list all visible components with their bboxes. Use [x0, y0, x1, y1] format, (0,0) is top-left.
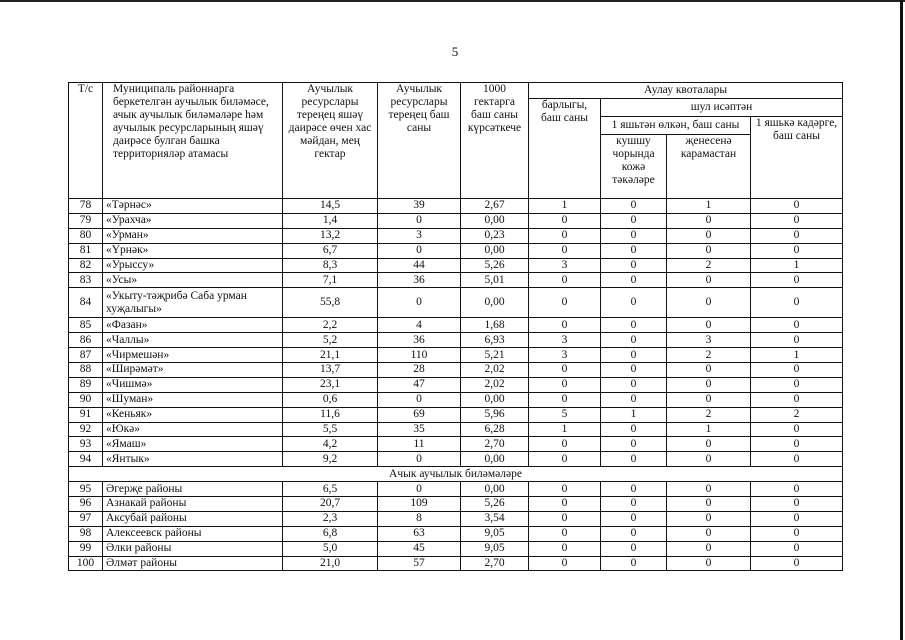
row-number: 100 — [69, 556, 103, 571]
table-row — [69, 541, 843, 556]
row-regardless-sex: 0 — [667, 273, 751, 288]
row-name: Әлмәт районы — [103, 556, 283, 571]
row-under-one: 2 — [751, 407, 843, 422]
header-num: Т/с — [69, 83, 103, 199]
table-row — [69, 422, 843, 437]
row-density: 1,68 — [461, 318, 529, 333]
header-without-horns: кушшу чорында кожә тәкәләре — [601, 135, 667, 199]
row-without-horns: 0 — [601, 541, 667, 556]
row-under-one: 0 — [751, 199, 843, 214]
table-row — [69, 333, 843, 348]
row-under-one: 0 — [751, 511, 843, 526]
table-row — [69, 511, 843, 526]
row-number: 89 — [69, 377, 103, 392]
row-without-horns: 0 — [601, 511, 667, 526]
row-without-horns: 0 — [601, 422, 667, 437]
row-density: 5,01 — [461, 273, 529, 288]
row-density: 2,02 — [461, 377, 529, 392]
row-without-horns: 0 — [601, 452, 667, 467]
row-name: «Ямаш» — [103, 437, 283, 452]
row-total: 0 — [529, 437, 601, 452]
row-count: 39 — [378, 199, 461, 214]
row-total: 5 — [529, 407, 601, 422]
row-total: 0 — [529, 511, 601, 526]
row-number: 79 — [69, 213, 103, 228]
row-number: 97 — [69, 511, 103, 526]
row-regardless-sex: 0 — [667, 213, 751, 228]
header-under-one: 1 яшькә кадәрге, баш саны — [751, 117, 843, 199]
row-density: 0,00 — [461, 452, 529, 467]
row-regardless-sex: 3 — [667, 333, 751, 348]
row-total: 0 — [529, 318, 601, 333]
row-density: 0,00 — [461, 482, 529, 497]
row-density: 0,00 — [461, 213, 529, 228]
row-regardless-sex: 0 — [667, 288, 751, 318]
row-regardless-sex: 2 — [667, 407, 751, 422]
row-name: Алексеевск районы — [103, 526, 283, 541]
row-count: 0 — [378, 243, 461, 258]
row-under-one: 0 — [751, 377, 843, 392]
row-count: 3 — [378, 228, 461, 243]
row-under-one: 0 — [751, 422, 843, 437]
row-total: 0 — [529, 541, 601, 556]
table-row — [69, 482, 843, 497]
header-name: Муниципаль районнарга беркетелгән аучылык биләмәсе, ачык аучылык биләмәләре һәм аучылык ресурсларының яшәү даирәсе булган башка территорияләр атамасы — [103, 83, 283, 199]
row-name: «Чишмә» — [103, 377, 283, 392]
row-number: 91 — [69, 407, 103, 422]
row-number: 78 — [69, 199, 103, 214]
row-area: 20,7 — [283, 497, 378, 512]
header-regardless-sex: җенесенә карамастан — [667, 135, 751, 199]
row-area: 1,4 — [283, 213, 378, 228]
row-without-horns: 0 — [601, 333, 667, 348]
page-number: 5 — [451, 44, 459, 59]
row-without-horns: 0 — [601, 497, 667, 512]
row-count: 36 — [378, 333, 461, 348]
row-count: 69 — [378, 407, 461, 422]
row-under-one: 0 — [751, 497, 843, 512]
row-number: 83 — [69, 273, 103, 288]
row-total: 0 — [529, 213, 601, 228]
row-area: 6,7 — [283, 243, 378, 258]
row-density: 9,05 — [461, 526, 529, 541]
row-under-one: 0 — [751, 273, 843, 288]
row-total: 0 — [529, 363, 601, 378]
table-row — [69, 452, 843, 467]
row-regardless-sex: 2 — [667, 258, 751, 273]
row-area: 5,5 — [283, 422, 378, 437]
row-area: 13,2 — [283, 228, 378, 243]
row-regardless-sex: 0 — [667, 228, 751, 243]
row-name: «Шуман» — [103, 392, 283, 407]
row-area: 13,7 — [283, 363, 378, 378]
row-under-one: 0 — [751, 228, 843, 243]
row-name: «Фазан» — [103, 318, 283, 333]
row-total: 3 — [529, 333, 601, 348]
row-density: 5,26 — [461, 497, 529, 512]
row-total: 0 — [529, 526, 601, 541]
row-area: 23,1 — [283, 377, 378, 392]
header-density: 1000 гектарга баш саны күрсәткече — [461, 83, 529, 199]
row-area: 5,2 — [283, 333, 378, 348]
row-total: 0 — [529, 556, 601, 571]
row-name: «Янтык» — [103, 452, 283, 467]
row-regardless-sex: 0 — [667, 363, 751, 378]
row-number: 86 — [69, 333, 103, 348]
row-density: 5,26 — [461, 258, 529, 273]
page-top-edge — [0, 0, 905, 2]
table-row — [69, 377, 843, 392]
row-regardless-sex: 0 — [667, 377, 751, 392]
row-name: «Урыссу» — [103, 258, 283, 273]
row-density: 3,54 — [461, 511, 529, 526]
row-regardless-sex: 0 — [667, 541, 751, 556]
row-density: 0,23 — [461, 228, 529, 243]
section-title: Ачык аучылык биләмәләре — [69, 467, 843, 482]
row-name: «Юкә» — [103, 422, 283, 437]
row-without-horns: 0 — [601, 318, 667, 333]
row-number: 82 — [69, 258, 103, 273]
section-row — [69, 467, 843, 482]
row-without-horns: 0 — [601, 243, 667, 258]
row-count: 0 — [378, 392, 461, 407]
row-regardless-sex: 0 — [667, 452, 751, 467]
row-name: Әлки районы — [103, 541, 283, 556]
table-row — [69, 318, 843, 333]
row-total: 0 — [529, 377, 601, 392]
row-area: 7,1 — [283, 273, 378, 288]
row-count: 4 — [378, 318, 461, 333]
row-regardless-sex: 0 — [667, 318, 751, 333]
row-area: 21,1 — [283, 348, 378, 363]
row-number: 88 — [69, 363, 103, 378]
row-total: 0 — [529, 497, 601, 512]
row-under-one: 0 — [751, 556, 843, 571]
row-name: «Укыту-тәҗрибә Саба урман хуҗалыгы» — [103, 288, 283, 318]
row-name: «Урман» — [103, 228, 283, 243]
row-density: 2,02 — [461, 363, 529, 378]
row-without-horns: 0 — [601, 437, 667, 452]
row-number: 90 — [69, 392, 103, 407]
row-regardless-sex: 1 — [667, 199, 751, 214]
row-area: 2,2 — [283, 318, 378, 333]
row-without-horns: 0 — [601, 392, 667, 407]
row-number: 94 — [69, 452, 103, 467]
row-without-horns: 0 — [601, 288, 667, 318]
row-under-one: 1 — [751, 258, 843, 273]
row-count: 0 — [378, 213, 461, 228]
table-row — [69, 213, 843, 228]
row-regardless-sex: 0 — [667, 511, 751, 526]
row-count: 44 — [378, 258, 461, 273]
row-area: 11,6 — [283, 407, 378, 422]
row-count: 0 — [378, 482, 461, 497]
row-total: 1 — [529, 422, 601, 437]
row-name: «Урахча» — [103, 213, 283, 228]
row-name: «Тәрнәс» — [103, 199, 283, 214]
row-without-horns: 0 — [601, 482, 667, 497]
row-count: 45 — [378, 541, 461, 556]
row-under-one: 0 — [751, 482, 843, 497]
table-row — [69, 258, 843, 273]
row-count: 8 — [378, 511, 461, 526]
row-number: 84 — [69, 288, 103, 318]
page-right-edge — [900, 0, 903, 640]
row-count: 11 — [378, 437, 461, 452]
row-regardless-sex: 0 — [667, 392, 751, 407]
row-density: 6,28 — [461, 422, 529, 437]
row-area: 2,3 — [283, 511, 378, 526]
row-regardless-sex: 0 — [667, 497, 751, 512]
row-count: 63 — [378, 526, 461, 541]
row-count: 35 — [378, 422, 461, 437]
table-row — [69, 526, 843, 541]
row-area: 9,2 — [283, 452, 378, 467]
table-row — [69, 243, 843, 258]
table-row — [69, 497, 843, 512]
row-area: 6,5 — [283, 482, 378, 497]
row-number: 81 — [69, 243, 103, 258]
table-row — [69, 363, 843, 378]
header-count: Аучылык ресурслары тереңец баш саны — [378, 83, 461, 199]
row-without-horns: 0 — [601, 348, 667, 363]
row-density: 2,70 — [461, 437, 529, 452]
row-name: «Кеньяк» — [103, 407, 283, 422]
row-name: «Чирмешән» — [103, 348, 283, 363]
row-number: 80 — [69, 228, 103, 243]
row-total: 0 — [529, 243, 601, 258]
row-under-one: 0 — [751, 541, 843, 556]
row-without-horns: 0 — [601, 213, 667, 228]
row-name: «Ширәмәт» — [103, 363, 283, 378]
row-regardless-sex: 0 — [667, 556, 751, 571]
row-under-one: 0 — [751, 526, 843, 541]
row-number: 87 — [69, 348, 103, 363]
row-count: 47 — [378, 377, 461, 392]
row-count: 28 — [378, 363, 461, 378]
row-under-one: 0 — [751, 318, 843, 333]
row-regardless-sex: 0 — [667, 482, 751, 497]
row-name: «Усы» — [103, 273, 283, 288]
row-count: 109 — [378, 497, 461, 512]
table-row — [69, 273, 843, 288]
row-area: 0,6 — [283, 392, 378, 407]
row-total: 1 — [529, 199, 601, 214]
row-total: 0 — [529, 482, 601, 497]
row-name: Аксубай районы — [103, 511, 283, 526]
row-name: «Үрнәк» — [103, 243, 283, 258]
row-density: 0,00 — [461, 243, 529, 258]
row-count: 0 — [378, 288, 461, 318]
row-without-horns: 0 — [601, 556, 667, 571]
row-under-one: 0 — [751, 363, 843, 378]
row-under-one: 0 — [751, 243, 843, 258]
row-area: 55,8 — [283, 288, 378, 318]
row-total: 0 — [529, 273, 601, 288]
row-without-horns: 0 — [601, 526, 667, 541]
row-total: 0 — [529, 288, 601, 318]
row-number: 96 — [69, 497, 103, 512]
row-without-horns: 1 — [601, 407, 667, 422]
header-quota: Аулау квоталары — [529, 83, 843, 99]
table-row — [69, 288, 843, 318]
row-number: 99 — [69, 541, 103, 556]
header-area: Аучылык ресурслары тереңец яшәү даирәсе өчен хас мәйдан, мең гектар — [283, 83, 378, 199]
row-under-one: 0 — [751, 213, 843, 228]
header-over-one: 1 яшьтән өлкән, баш саны — [601, 117, 751, 135]
table-row — [69, 437, 843, 452]
row-area: 21,0 — [283, 556, 378, 571]
row-area: 5,0 — [283, 541, 378, 556]
row-total: 0 — [529, 392, 601, 407]
row-density: 6,93 — [461, 333, 529, 348]
row-under-one: 1 — [751, 348, 843, 363]
table-row — [69, 407, 843, 422]
row-without-horns: 0 — [601, 273, 667, 288]
row-total: 0 — [529, 228, 601, 243]
table-row — [69, 392, 843, 407]
row-count: 0 — [378, 452, 461, 467]
row-density: 5,96 — [461, 407, 529, 422]
row-number: 95 — [69, 482, 103, 497]
row-count: 57 — [378, 556, 461, 571]
row-without-horns: 0 — [601, 258, 667, 273]
table-row — [69, 556, 843, 571]
header-total: барлыгы, баш саны — [529, 99, 601, 199]
row-without-horns: 0 — [601, 363, 667, 378]
row-without-horns: 0 — [601, 228, 667, 243]
row-density: 9,05 — [461, 541, 529, 556]
table-row — [69, 348, 843, 363]
row-density: 0,00 — [461, 288, 529, 318]
table-row — [69, 199, 843, 214]
row-number: 93 — [69, 437, 103, 452]
row-under-one: 0 — [751, 288, 843, 318]
row-name: Әгерҗе районы — [103, 482, 283, 497]
row-without-horns: 0 — [601, 199, 667, 214]
row-regardless-sex: 0 — [667, 526, 751, 541]
row-density: 2,67 — [461, 199, 529, 214]
row-under-one: 0 — [751, 392, 843, 407]
row-name: «Чаллы» — [103, 333, 283, 348]
table-row — [69, 228, 843, 243]
hunting-quota-table — [68, 82, 843, 571]
row-total: 3 — [529, 348, 601, 363]
row-total: 3 — [529, 258, 601, 273]
row-under-one: 0 — [751, 452, 843, 467]
row-density: 0,00 — [461, 392, 529, 407]
row-name: Азнакай районы — [103, 497, 283, 512]
row-under-one: 0 — [751, 333, 843, 348]
row-without-horns: 0 — [601, 377, 667, 392]
row-regardless-sex: 1 — [667, 422, 751, 437]
row-density: 2,70 — [461, 556, 529, 571]
row-regardless-sex: 0 — [667, 243, 751, 258]
row-area: 8,3 — [283, 258, 378, 273]
row-count: 110 — [378, 348, 461, 363]
row-total: 0 — [529, 452, 601, 467]
row-regardless-sex: 0 — [667, 437, 751, 452]
row-number: 92 — [69, 422, 103, 437]
row-count: 36 — [378, 273, 461, 288]
row-area: 14,5 — [283, 199, 378, 214]
row-number: 98 — [69, 526, 103, 541]
row-area: 4,2 — [283, 437, 378, 452]
row-regardless-sex: 2 — [667, 348, 751, 363]
row-area: 6,8 — [283, 526, 378, 541]
row-number: 85 — [69, 318, 103, 333]
row-density: 5,21 — [461, 348, 529, 363]
header-including: шул исәптән — [601, 99, 843, 117]
row-under-one: 0 — [751, 437, 843, 452]
